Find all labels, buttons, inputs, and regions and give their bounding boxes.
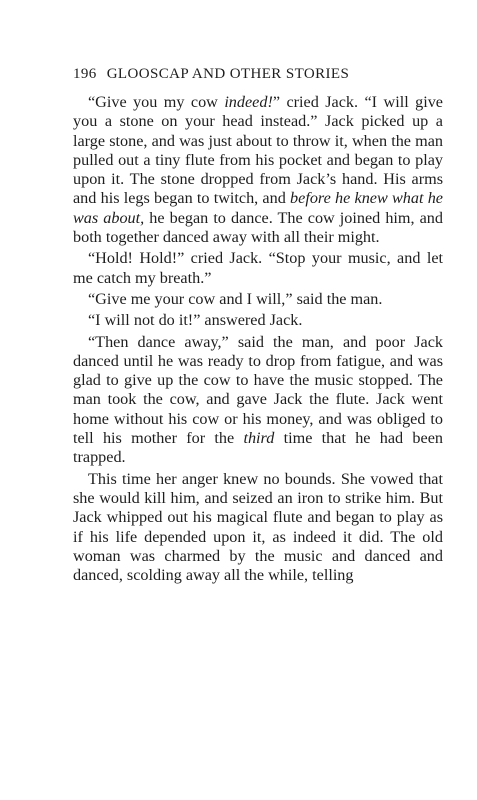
paragraph-3: “Give me your cow and I will,” said the man. bbox=[88, 289, 383, 308]
paragraph-6: This time her anger knew no bounds. She vowed that she would kill him, and seized an iron to strike him. But Jack whipped out his magical flute and began to play as if his life depended upon it, as indeed it did. The old woman was charmed by the music and danced and danced, scolding away all the while, telling bbox=[73, 469, 443, 585]
paragraph-5 bbox=[73, 333, 443, 468]
paragraph-1-text: “Give you my cow bbox=[88, 93, 225, 111]
paragraph-4: “I will not do it!” answered Jack. bbox=[88, 311, 303, 330]
page-number: 196 bbox=[73, 66, 97, 82]
running-header bbox=[73, 66, 443, 83]
paragraph-5-text: “Then dance away,” said the man, and poor Jack danced until he was ready to drop from fatigue, and was glad to give up the cow to have the music stopped. The man took the cow, and gave Jack the flute. Jack went home without his cow or his money, and was obliged to tell his mother for the bbox=[73, 332, 443, 448]
paragraph-1-italic: indeed! bbox=[224, 93, 273, 111]
paragraph-1-italic: before he knew what he was about, bbox=[73, 189, 443, 227]
book-page bbox=[73, 66, 443, 585]
body-text bbox=[73, 93, 443, 585]
paragraph-1 bbox=[73, 93, 443, 247]
paragraph-5-italic: third bbox=[243, 429, 275, 448]
paragraph-2: “Hold! Hold!” cried Jack. “Stop your music, and let me catch my breath.” bbox=[73, 249, 443, 287]
paragraph-5-text: time that he had been trapped. bbox=[73, 429, 443, 467]
paragraph-1-text: he began to dance. The cow joined him, and both together danced away with all their might. bbox=[73, 208, 443, 247]
paragraph-1-text: ” cried Jack. “I will give you a stone on your head instead.” Jack picked up a large stone, and was just about to throw it, when the man pulled out a tiny flute from his pocket and began to play upon it. The stone dropped from Jack’s hand. His arms and his legs began to twitch, and bbox=[73, 93, 443, 208]
running-title: GLOOSCAP AND OTHER STORIES bbox=[106, 66, 350, 82]
